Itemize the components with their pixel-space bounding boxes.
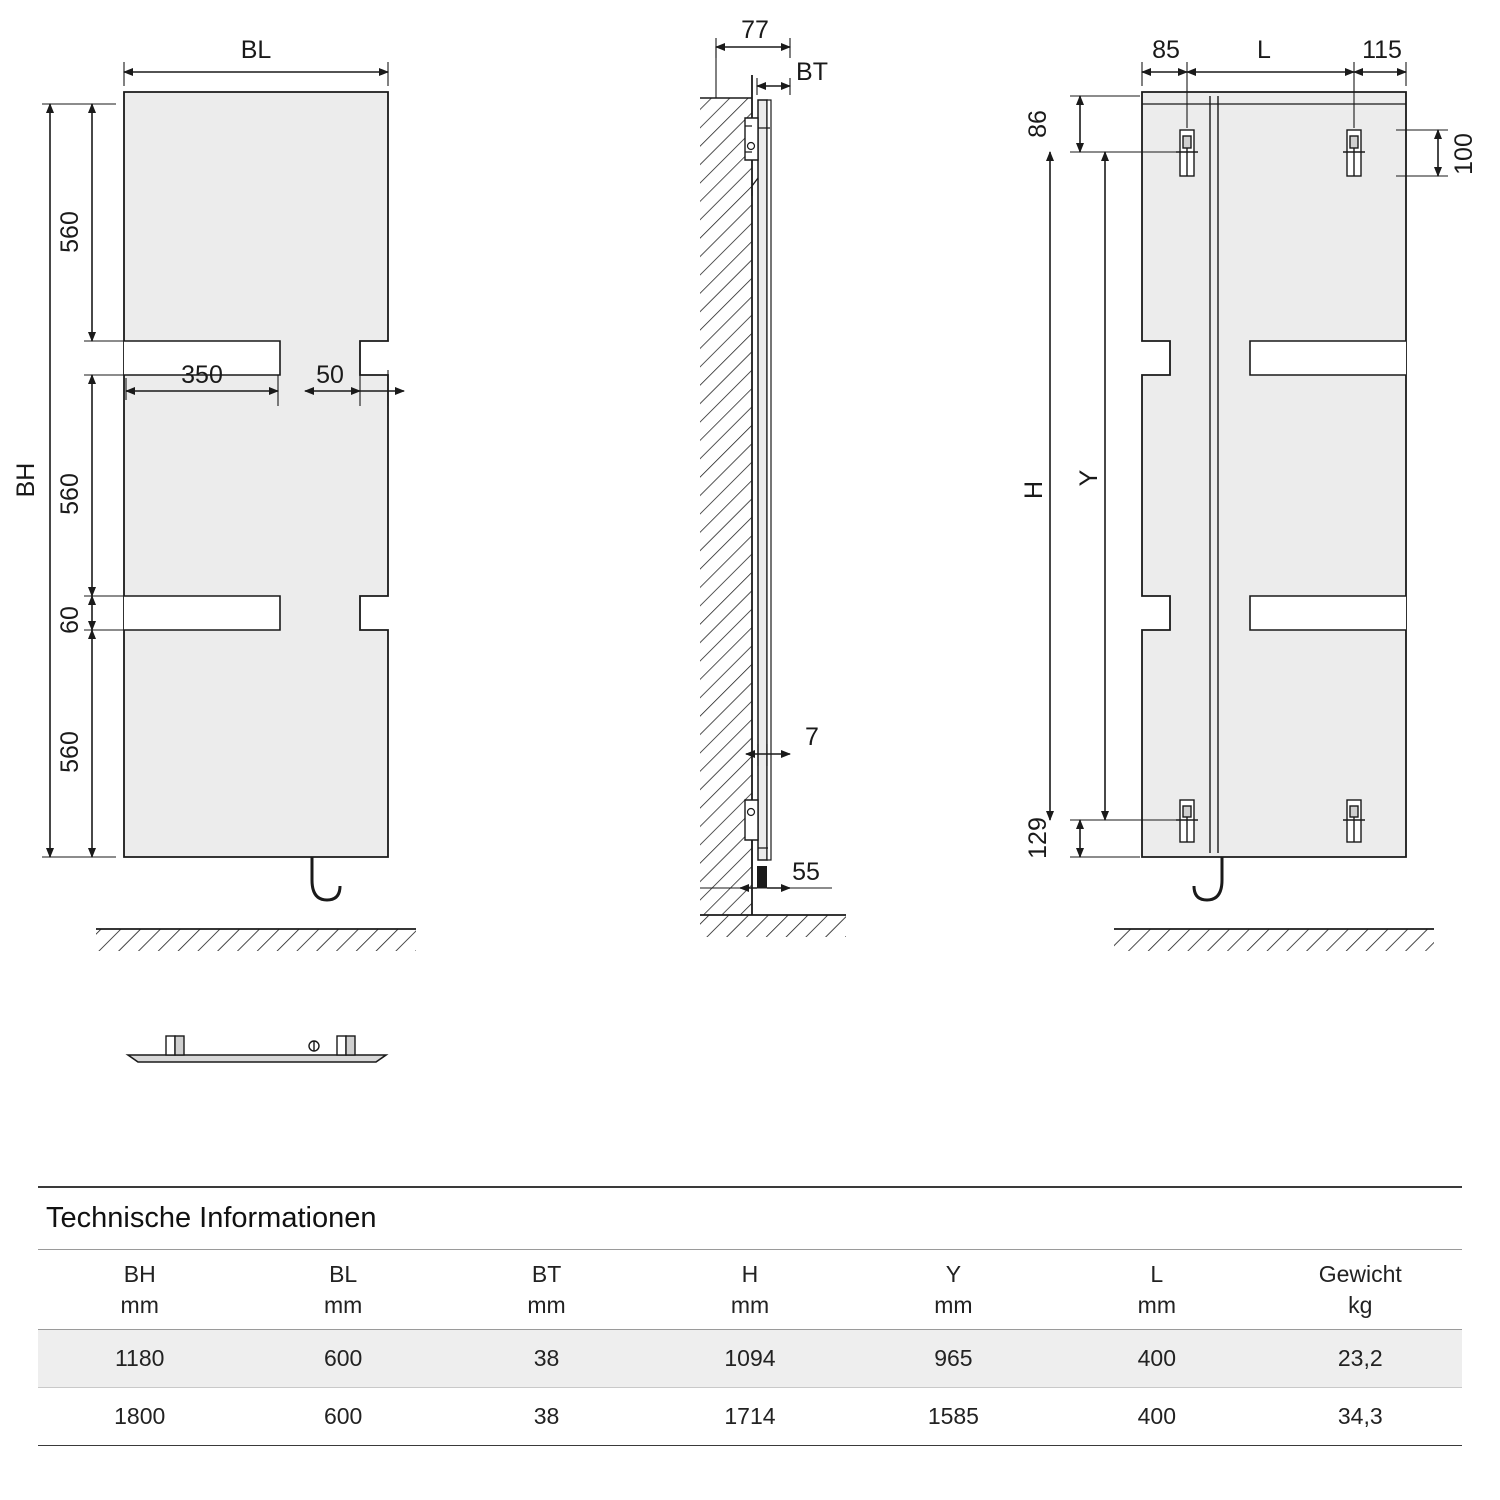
cell-h: 1714 xyxy=(648,1388,851,1446)
column-label: BL xyxy=(329,1261,358,1287)
column-header-l xyxy=(1055,1250,1258,1330)
cell-bl: 600 xyxy=(241,1388,444,1446)
column-header-y xyxy=(852,1250,1055,1330)
column-label: H xyxy=(741,1261,759,1287)
column-header-bl xyxy=(241,1250,444,1330)
column-header-gewicht xyxy=(1259,1250,1462,1330)
label-center-l: L xyxy=(1257,36,1271,64)
column-label: Gewicht xyxy=(1318,1261,1402,1287)
cell-bh: 1180 xyxy=(38,1330,241,1388)
cell-l: 400 xyxy=(1055,1330,1258,1388)
column-unit: mm xyxy=(527,1291,566,1318)
cell-bt: 38 xyxy=(445,1388,648,1446)
column-unit: mm xyxy=(120,1291,159,1318)
label-seg-top: 560 xyxy=(56,211,84,253)
cell-y: 1585 xyxy=(852,1388,1055,1446)
column-unit: mm xyxy=(323,1291,363,1318)
label-right-offset: 115 xyxy=(1362,36,1402,64)
label-h: H xyxy=(1020,480,1048,500)
technical-information-section xyxy=(38,1186,1462,1446)
rear-view-group xyxy=(1050,62,1448,951)
column-label: BH xyxy=(123,1261,156,1287)
column-label: L xyxy=(1150,1261,1164,1287)
cell-y: 965 xyxy=(852,1330,1055,1388)
column-unit: mm xyxy=(1137,1291,1176,1318)
label-slot-right: 50 xyxy=(316,361,344,389)
section-title: Technische Informationen xyxy=(38,1186,1462,1249)
label-bt: BT xyxy=(796,58,828,86)
cell-h: 1094 xyxy=(648,1330,851,1388)
table-header-row xyxy=(38,1250,1462,1330)
cell-gewicht: 34,3 xyxy=(1259,1388,1462,1446)
label-seg-mid: 560 xyxy=(56,473,84,515)
cell-bl: 600 xyxy=(241,1330,444,1388)
label-gap: 60 xyxy=(56,606,84,634)
label-slot-width: 350 xyxy=(181,361,223,389)
label-panel-thickness: 7 xyxy=(805,723,819,751)
label-bl: BL xyxy=(240,36,272,64)
cell-l: 400 xyxy=(1055,1388,1258,1446)
column-unit: mm xyxy=(730,1291,770,1318)
table-row xyxy=(38,1388,1462,1446)
label-depth-total: 77 xyxy=(741,16,769,44)
label-y: Y xyxy=(1075,469,1103,487)
column-label: BT xyxy=(531,1261,562,1287)
column-header-h xyxy=(648,1250,851,1330)
table-row xyxy=(38,1330,1462,1388)
cell-gewicht: 23,2 xyxy=(1259,1330,1462,1388)
label-bottom-offset: 55 xyxy=(792,858,820,886)
cell-bt: 38 xyxy=(445,1330,648,1388)
cell-bh: 1800 xyxy=(38,1388,241,1446)
column-unit: mm xyxy=(934,1291,973,1318)
label-bracket-height: 100 xyxy=(1450,133,1478,175)
column-unit: kg xyxy=(1348,1291,1373,1318)
plan-detail-group xyxy=(128,1036,386,1062)
column-header-bh xyxy=(38,1250,241,1330)
column-label: Y xyxy=(945,1261,962,1287)
label-bottom-offset-rear: 129 xyxy=(1024,817,1052,859)
front-view-group xyxy=(42,62,416,951)
label-bh: BH xyxy=(12,462,40,498)
label-top-offset: 86 xyxy=(1024,110,1052,138)
label-left-offset: 85 xyxy=(1152,36,1180,64)
technical-table xyxy=(38,1249,1462,1446)
side-view-group xyxy=(700,38,846,937)
label-seg-bottom: 560 xyxy=(56,731,84,773)
column-header-bt xyxy=(445,1250,648,1330)
